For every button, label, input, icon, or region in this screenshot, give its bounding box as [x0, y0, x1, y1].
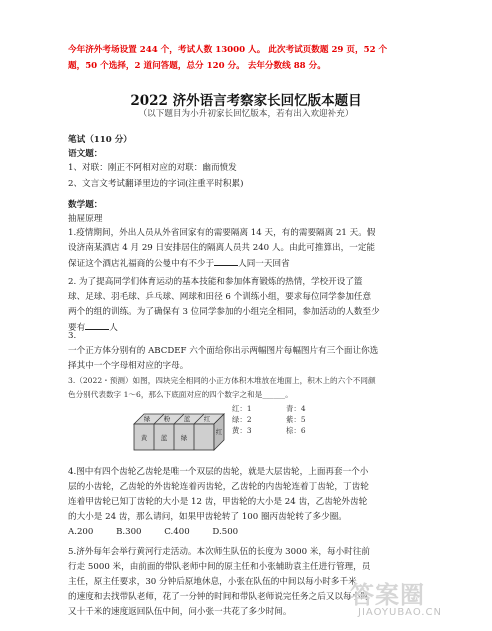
option-d[interactable]: D.500 — [212, 527, 239, 537]
question-5: 5.济外每年会举行黄河行走活动。本次师生队伍的长度为 3000 米，每小时往前 行走 5000 米，由前面的带队老师中间的原主任和小张辅助袁主任进行管理，员 主任，原主任要求，30 分钟后原地休息，小张在队伍的中间以每小时多千米 的速度和去找带队老师，花了一分钟的时间和带队老师说完任务之后又以每小时 又十千米的速度返回队伍中间，问小张一共花了多少时间。 — [68, 547, 371, 617]
math-topic-label: 抽屉原理 — [68, 214, 103, 224]
exam-notice-line-1: 今年济外考场设置 244 个，考试人数 13000 人。 此次考试页数题 29 页，52 个 — [68, 45, 388, 55]
question-4-options — [68, 525, 443, 540]
chinese-item-1: 1、对联：刚正不阿相对应的对联：幽而愤发 — [68, 163, 237, 173]
exam-notice-line-2: 题，50 个选择，2 道问答题，总分 120 分。 去年分数线 88 分。 — [68, 61, 326, 71]
document-subtitle: （以下题目为小升初家长回忆版本，若有出入欢迎补充） — [138, 109, 354, 119]
option-c[interactable]: C.400 — [164, 527, 190, 537]
chinese-item-2: 2、文言文考试翻译里边的字词(注重平时积累) — [68, 179, 244, 189]
cube-front-label: 绿 — [180, 434, 188, 442]
watermark-logo-text: 答案圈 — [350, 581, 425, 609]
cube-top-label: 粉 — [163, 415, 171, 423]
option-b[interactable]: B.300 — [116, 527, 142, 537]
cube-front-label: 蓝 — [160, 434, 168, 442]
chinese-section-label: 语文题： — [68, 149, 103, 159]
cube-top-label: 蓝 — [183, 415, 191, 423]
cube-front-label: 黄 — [140, 434, 148, 442]
question-4: 4.图中有四个齿轮乙齿轮是唯一个双层的齿轮，就是大层齿轮，上面再套一个小 层的小齿轮，乙齿轮的外齿轮连着丙齿轮，乙齿轮的内齿轮连着丁齿轮，丁齿轮 连着甲齿轮已知丁齿轮的大小是 12 齿，甲齿轮的大小是 24 齿，乙齿轮外齿轮 的大小是 24 齿，那么请问，如果甲齿轮转了 100 圈丙齿轮转了多少圈。 A.200 B.300 C.400 D.500 — [68, 465, 443, 540]
site-watermark — [330, 575, 490, 631]
question-1: 1.疫情期间，外出人员从外省回家有的需要隔离 14 天，有的需要隔离 21 天。假 设济南某酒店 4 月 29 日安排居住的隔离人员共 240 人。由此可推算出，一定能 保证这个酒店礼福商的公曼中有不少于 人同一天回省 — [68, 228, 376, 269]
math-section-label: 数学题： — [68, 200, 103, 210]
question-3: 3. 一个正方体分别有的 ABCDEF 六个面给你出示两幅图片每幅图片有三个面让你选 择其中一个字母相对应的字母。 3.（2022・预测）如图，四块完全相同的小正方体积木堆放在地面上，积木上的六个不同颜 色分别代表数字 1～6，那么下底面对应的四个数字之和是______。 — [68, 331, 379, 399]
document-title: 2022 济外语言考察家长回忆版本题目 — [130, 93, 362, 109]
option-a[interactable]: A.200 — [68, 527, 94, 537]
color-number-legend: 红：1 绿：2 黄：3 青：4 紫：5 棕：6 — [232, 404, 306, 435]
cube-top-label: 绿 — [143, 415, 151, 423]
watermark-url: JIAOYUBAO.CN — [358, 607, 442, 618]
cube-top-label: 红 — [203, 415, 211, 423]
exam-section-label: 笔试（110 分） — [68, 135, 132, 145]
cube-side-label: 红 — [215, 428, 223, 436]
answer-blank[interactable] — [214, 256, 238, 266]
question-2: 2. 为了提高同学们体育运动的基本技能和参加体育锻炼的热情，学校开设了篮 球、足球、羽毛球、乒乓球、网球和田径 6 个训练小组，要求每位同学参加任意 两个的组的训练。为了确保有 3 位同学参加的小组完全相同，参加活动的人数至少 要有 人 — [68, 277, 380, 333]
